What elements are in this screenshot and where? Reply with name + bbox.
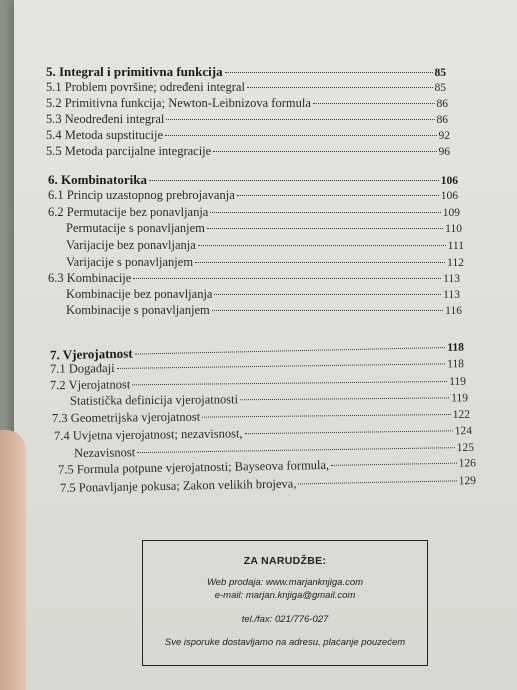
toc-page-number: 112 (447, 257, 464, 269)
toc-dot-leader (165, 135, 437, 136)
order-delivery-note: Sve isporuke dostavljamo na adresu, plaćanje pouzećem (164, 637, 406, 648)
order-info-box (142, 540, 428, 666)
toc-entry (70, 390, 468, 408)
toc-entry-title: 7.5 Formula potpune vjerojatnosti; Bayseova formula, (57, 457, 330, 477)
toc-entry (48, 188, 458, 203)
toc-entry (46, 96, 448, 111)
toc-entry-title: 7.4 Uvjetna vjerojatnost; nezavisnost, (53, 426, 243, 443)
toc-entry (66, 255, 464, 270)
toc-dot-leader (240, 397, 449, 400)
toc-entry-title: 7.1 Događaji (49, 360, 115, 376)
order-web-sales: Web prodaja: www.marjanknjiga.com (206, 577, 364, 588)
toc-entry-title: Statistička definicija vjerojatnosti (69, 392, 239, 408)
toc-entry-title: 6.2 Permutacije bez ponavljanja (48, 205, 209, 219)
toc-dot-leader (166, 119, 434, 120)
toc-entry-title: Kombinacije bez ponavljanja (66, 287, 213, 301)
toc-entry (46, 80, 446, 95)
toc-page-number: 96 (438, 146, 450, 158)
toc-dot-leader (207, 228, 443, 229)
toc-page-number: 109 (442, 207, 460, 219)
toc-page-number: 118 (447, 358, 465, 371)
toc-page-number: 116 (445, 305, 462, 317)
toc-entry-title: Nezavisnost (73, 445, 136, 461)
toc-entry-title: Varijacije bez ponavljanja (66, 238, 196, 252)
toc-entry-title: 6.1 Princip uzastopnog prebrojavanja (48, 188, 235, 202)
toc-entry-title: 6.3 Kombinacije (48, 271, 132, 285)
toc-dot-leader (213, 151, 436, 152)
toc-dot-leader (202, 414, 451, 418)
toc-dot-leader (298, 480, 456, 484)
toc-dot-leader (195, 262, 445, 263)
toc-entry-title: Kombinacije s ponavljanjem (66, 303, 210, 317)
toc-page-number: 106 (440, 175, 458, 187)
toc-dot-leader (214, 294, 441, 295)
toc-entry-title: 5.2 Primitivna funkcija; Newton-Leibnizova formula (46, 96, 311, 110)
toc-entry (48, 271, 460, 286)
toc-entry (46, 128, 450, 143)
toc-page-number: 113 (443, 289, 460, 301)
order-box-title: ZA NARUDŽBE: (243, 555, 327, 567)
toc-dot-leader (237, 195, 439, 196)
toc-dot-leader (133, 278, 441, 279)
toc-entry-title: 6. Kombinatorika (48, 172, 147, 187)
toc-dot-leader (137, 447, 455, 453)
toc-entry-title: 5.5 Metoda parcijalne integracije (46, 144, 212, 158)
toc-entry-title: 5.4 Metoda supstitucije (46, 128, 163, 142)
toc-dot-leader (117, 363, 446, 369)
toc-dot-leader (245, 430, 453, 434)
toc-entry (66, 287, 460, 302)
toc-entry (66, 303, 462, 318)
book-page (14, 0, 517, 690)
toc-page-number: 86 (436, 98, 448, 110)
toc-chapter-heading (46, 64, 446, 80)
toc-page-number: 119 (451, 392, 469, 405)
toc-page-number: 118 (447, 341, 465, 355)
toc-entry-title: Permutacije s ponavljanjem (66, 221, 205, 235)
toc-dot-leader (210, 212, 440, 213)
toc-page-number: 124 (454, 425, 473, 438)
toc-page-number: 110 (445, 223, 462, 235)
toc-page-number: 106 (440, 190, 458, 202)
toc-entry-title: 5. Integral i primitivna funkcija (46, 64, 223, 79)
toc-entry-title: 5.3 Neodređeni integral (46, 112, 165, 126)
toc-dot-leader (247, 87, 433, 88)
toc-entry-title: 7.2 Vjerojatnost (49, 377, 131, 393)
toc-entry (66, 238, 464, 253)
toc-dot-leader (149, 180, 439, 181)
toc-chapter-heading (48, 172, 458, 188)
order-email: e-mail: marjan.knjiga@gmail.com (214, 590, 356, 601)
toc-page-number: 85 (434, 82, 446, 94)
thumb-holding-page (0, 430, 26, 690)
table-of-contents (14, 0, 517, 500)
toc-entry-title: 7. Vjerojatnost (49, 345, 133, 363)
order-phone-fax: tel./fax: 021/776-027 (241, 614, 329, 625)
toc-page-number: 92 (438, 130, 450, 142)
toc-entry (46, 144, 450, 159)
toc-dot-leader (331, 463, 457, 466)
toc-dot-leader (225, 72, 433, 73)
toc-page-number: 86 (436, 114, 448, 126)
toc-page-number: 113 (443, 273, 460, 285)
toc-entry (66, 221, 462, 236)
toc-dot-leader (198, 245, 446, 246)
toc-dot-leader (132, 381, 447, 385)
toc-dot-leader (135, 347, 446, 355)
toc-page-number: 85 (434, 67, 446, 79)
toc-page-number: 122 (452, 408, 471, 421)
toc-page-number: 126 (458, 457, 477, 470)
toc-entry (46, 112, 448, 127)
toc-entry-title: 7.5 Ponavljanje pokusa; Zakon velikih brojeva, (59, 476, 297, 495)
toc-entry-title: Varijacije s ponavljanjem (66, 255, 194, 269)
toc-entry-title: 7.3 Geometrijska vjerojatnost (51, 409, 201, 426)
toc-page-number: 111 (447, 240, 464, 252)
toc-page-number: 119 (449, 375, 467, 388)
toc-dot-leader (313, 103, 435, 104)
toc-page-number: 129 (458, 475, 477, 488)
toc-dot-leader (212, 310, 443, 311)
toc-page-number: 125 (456, 441, 475, 455)
toc-entry (48, 205, 460, 220)
toc-entry-title: 5.1 Problem površine; određeni integral (46, 80, 245, 94)
